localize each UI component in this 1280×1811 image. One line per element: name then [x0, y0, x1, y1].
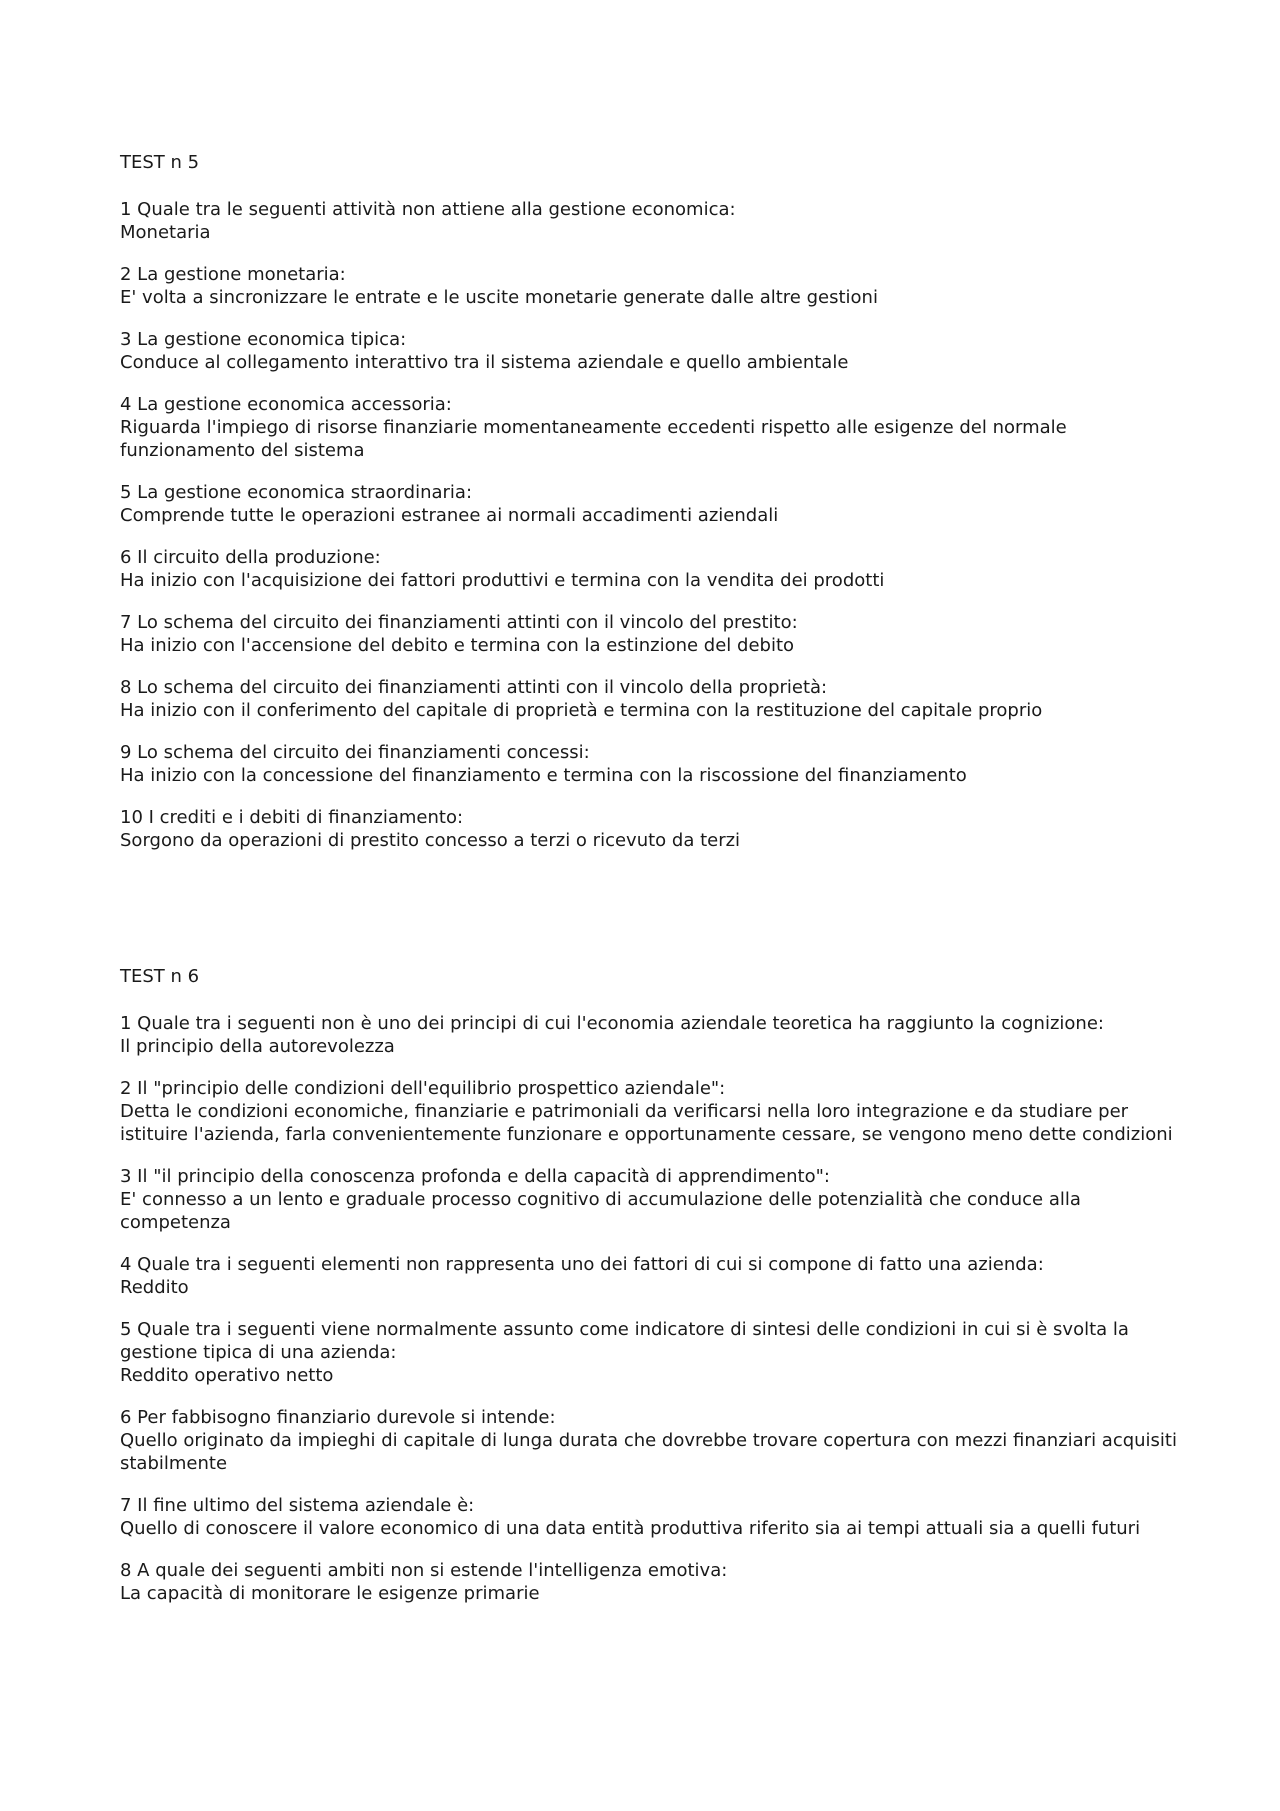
- question-text: 1 Quale tra i seguenti non è uno dei principi di cui l'economia aziendale teoretica ha raggiunto la cognizione:: [120, 1013, 1104, 1034]
- question-text: 2 La gestione monetaria:: [120, 264, 346, 285]
- answer-text: Comprende tutte le operazioni estranee ai normali accadimenti aziendali: [120, 505, 779, 526]
- question-item: [120, 1406, 1180, 1475]
- answer-text: Ha inizio con la concessione del finanziamento e termina con la riscossione del finanziamento: [120, 765, 967, 786]
- answer-text: Reddito operativo netto: [120, 1365, 334, 1386]
- test-section: [120, 966, 1180, 1624]
- answer-text: Monetaria: [120, 222, 211, 243]
- answer-text: Ha inizio con l'acquisizione dei fattori produttivi e termina con la vendita dei prodotti: [120, 570, 885, 591]
- answer-text: La capacità di monitorare le esigenze primarie: [120, 1583, 540, 1604]
- answer-text: Riguarda l'impiego di risorse finanziarie momentaneamente eccedenti rispetto alle esigenze del normale funzionamento del sistema: [120, 417, 1067, 461]
- answer-text: Ha inizio con l'accensione del debito e termina con la estinzione del debito: [120, 635, 795, 656]
- question-text: 9 Lo schema del circuito dei finanziamenti concessi:: [120, 742, 590, 763]
- question-item: [120, 1559, 1180, 1605]
- question-text: 1 Quale tra le seguenti attività non attiene alla gestione economica:: [120, 199, 736, 220]
- question-text: 2 Il "principio delle condizioni dell'equilibrio prospettico aziendale":: [120, 1078, 726, 1099]
- question-item: [120, 1494, 1180, 1540]
- answer-text: Reddito: [120, 1277, 189, 1298]
- answer-text: Quello di conoscere il valore economico di una data entità produttiva riferito sia ai tempi attuali sia a quelli futuri: [120, 1518, 1141, 1539]
- question-item: [120, 328, 1180, 374]
- question-item: [120, 1253, 1180, 1299]
- question-item: [120, 198, 1180, 244]
- question-text: 6 Il circuito della produzione:: [120, 547, 381, 568]
- question-text: 10 I crediti e i debiti di finanziamento:: [120, 807, 464, 828]
- question-item: [120, 481, 1180, 527]
- question-item: [120, 741, 1180, 787]
- question-text: 3 Il "il principio della conoscenza profonda e della capacità di apprendimento":: [120, 1166, 830, 1187]
- test-title: TEST n 6: [120, 966, 200, 987]
- answer-text: Il principio della autorevolezza: [120, 1036, 395, 1057]
- question-item: [120, 806, 1180, 852]
- question-item: [120, 1077, 1180, 1146]
- question-text: 5 Quale tra i seguenti viene normalmente assunto come indicatore di sintesi delle condizioni in cui si è svolta la gestione tipica di una azienda:: [120, 1319, 1129, 1363]
- answer-text: E' volta a sincronizzare le entrate e le uscite monetarie generate dalle altre gestioni: [120, 287, 878, 308]
- question-text: 4 La gestione economica accessoria:: [120, 394, 452, 415]
- answer-text: Detta le condizioni economiche, finanziarie e patrimoniali da verificarsi nella loro integrazione e da studiare per istituire l'azienda, farla convenientemente funzionare e opportunamente cessare, se vengono meno dette condizioni: [120, 1101, 1173, 1145]
- question-item: [120, 1318, 1180, 1387]
- question-text: 4 Quale tra i seguenti elementi non rappresenta uno dei fattori di cui si compone di fatto una azienda:: [120, 1254, 1044, 1275]
- question-text: 6 Per fabbisogno finanziario durevole si intende:: [120, 1407, 556, 1428]
- test-title: TEST n 5: [120, 152, 200, 173]
- question-item: [120, 1165, 1180, 1234]
- question-text: 7 Lo schema del circuito dei finanziamenti attinti con il vincolo del prestito:: [120, 612, 798, 633]
- question-item: [120, 263, 1180, 309]
- answer-text: Quello originato da impieghi di capitale di lunga durata che dovrebbe trovare copertura con mezzi finanziari acquisiti stabilmente: [120, 1430, 1177, 1474]
- question-item: [120, 611, 1180, 657]
- question-item: [120, 1012, 1180, 1058]
- answer-text: Conduce al collegamento interattivo tra il sistema aziendale e quello ambientale: [120, 352, 849, 373]
- test-section: [120, 152, 1180, 871]
- question-text: 3 La gestione economica tipica:: [120, 329, 407, 350]
- question-item: [120, 676, 1180, 722]
- answer-text: Ha inizio con il conferimento del capitale di proprietà e termina con la restituzione del capitale proprio: [120, 700, 1043, 721]
- question-text: 7 Il fine ultimo del sistema aziendale è:: [120, 1495, 475, 1516]
- question-text: 8 Lo schema del circuito dei finanziamenti attinti con il vincolo della proprietà:: [120, 677, 828, 698]
- answer-text: E' connesso a un lento e graduale processo cognitivo di accumulazione delle potenzialità che conduce alla competenza: [120, 1189, 1081, 1233]
- question-text: 8 A quale dei seguenti ambiti non si estende l'intelligenza emotiva:: [120, 1560, 728, 1581]
- answer-text: Sorgono da operazioni di prestito concesso a terzi o ricevuto da terzi: [120, 830, 741, 851]
- question-item: [120, 393, 1180, 462]
- question-text: 5 La gestione economica straordinaria:: [120, 482, 473, 503]
- question-item: [120, 546, 1180, 592]
